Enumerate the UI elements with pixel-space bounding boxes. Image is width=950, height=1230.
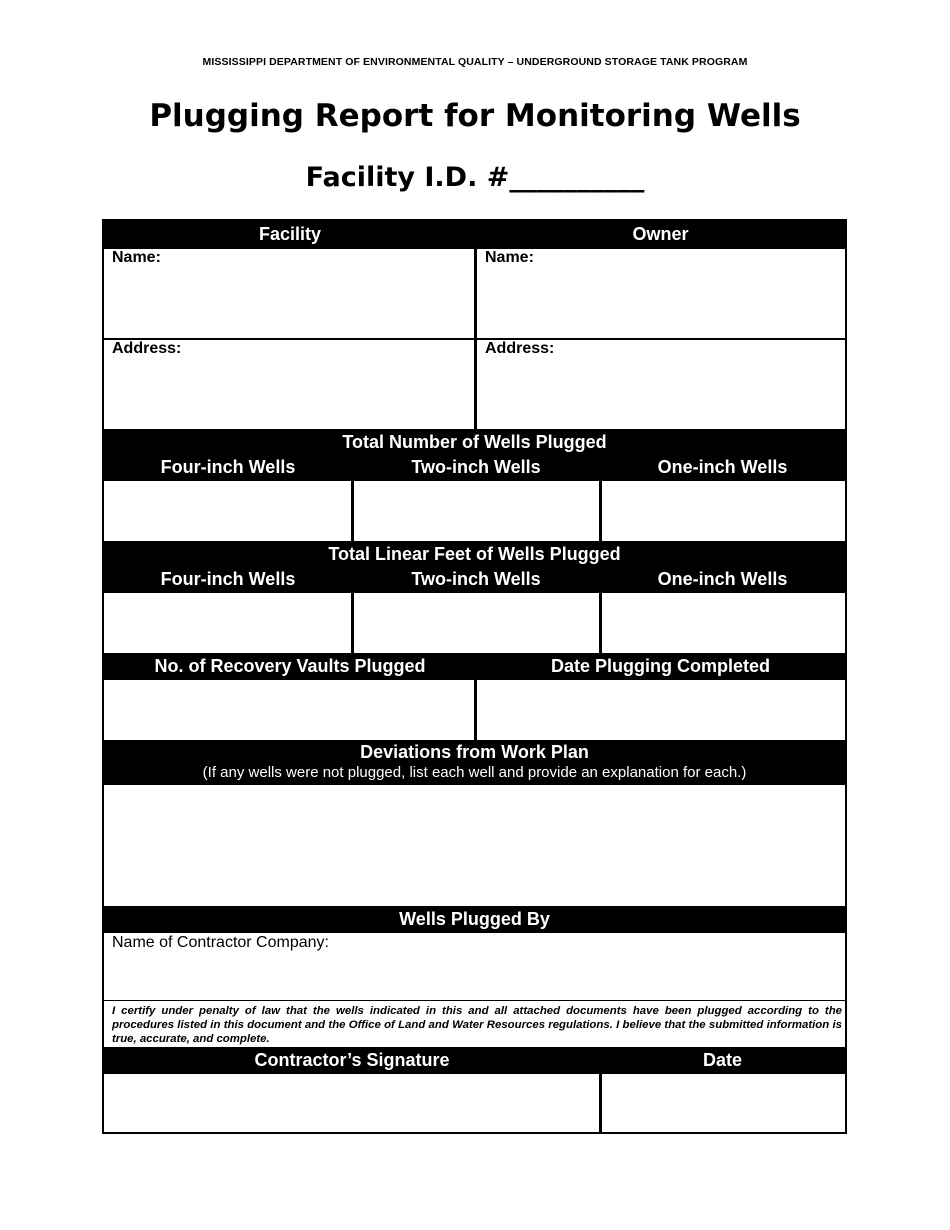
contractor-signature-header: Contractor’s Signature (254, 1050, 450, 1070)
facility-name-label: Name: (112, 249, 161, 266)
owner-name-field[interactable] (478, 267, 845, 337)
total-wells-title: Total Number of Wells Plugged (342, 432, 607, 452)
contractor-company-label: Name of Contractor Company: (112, 934, 329, 951)
feet-four-inch-header: Four-inch Wells (160, 569, 296, 589)
facility-id-field[interactable]: Facility I.D. #__________ (305, 162, 645, 193)
signature-date-field[interactable] (602, 1074, 845, 1132)
date-plugging-header: Date Plugging Completed (550, 656, 770, 676)
linear-feet-title: Total Linear Feet of Wells Plugged (328, 544, 621, 564)
deviations-title: Deviations from Work Plan (360, 742, 589, 762)
total-one-inch-field[interactable] (602, 481, 845, 541)
facility-name-field[interactable] (104, 267, 472, 337)
feet-four-inch-field[interactable] (104, 593, 350, 653)
vaults-divider (474, 680, 477, 740)
total-two-inch-header: Two-inch Wells (411, 457, 541, 477)
agency-header: MISSISSIPPI DEPARTMENT OF ENVIRONMENTAL QUALITY – UNDERGROUND STORAGE TANK PROGRAM (202, 56, 748, 68)
owner-address-field[interactable] (478, 358, 845, 428)
owner-header: Owner (632, 224, 689, 244)
total-four-inch-header: Four-inch Wells (160, 457, 296, 477)
contractor-company-field[interactable] (104, 953, 845, 999)
name-address-divider (104, 338, 845, 340)
facility-address-label: Address: (112, 340, 182, 357)
deviations-field[interactable] (104, 785, 845, 906)
certification-statement: I certify under penalty of law that the wells indicated in this and all attached documents have been plugged according to the procedures listed in this document and the Office of Land and Water Resources regulations. I believe that the submitted information is true, accurate, and complete. (112, 1005, 842, 1045)
total-four-inch-field[interactable] (104, 481, 350, 541)
plugged-by-title: Wells Plugged By (399, 909, 550, 929)
deviations-subtitle: (If any wells were not plugged, list each well and provide an explanation for each.) (202, 764, 747, 781)
recovery-vaults-field[interactable] (104, 680, 473, 740)
plugging-report-form (102, 219, 847, 1134)
owner-address-label: Address: (485, 340, 555, 357)
feet-one-inch-field[interactable] (602, 593, 845, 653)
total-one-inch-header: One-inch Wells (657, 457, 788, 477)
certification-divider (104, 1000, 845, 1001)
total-two-inch-field[interactable] (354, 481, 598, 541)
signature-date-header: Date (702, 1050, 742, 1070)
date-plugging-field[interactable] (478, 680, 845, 740)
facility-header: Facility (258, 224, 322, 244)
feet-two-inch-header: Two-inch Wells (411, 569, 541, 589)
page-title: Plugging Report for Monitoring Wells (149, 98, 801, 134)
facility-address-field[interactable] (104, 358, 472, 428)
recovery-vaults-header: No. of Recovery Vaults Plugged (154, 656, 426, 676)
feet-one-inch-header: One-inch Wells (657, 569, 788, 589)
feet-two-inch-field[interactable] (354, 593, 598, 653)
owner-name-label: Name: (485, 249, 534, 266)
contractor-signature-field[interactable] (104, 1074, 598, 1132)
